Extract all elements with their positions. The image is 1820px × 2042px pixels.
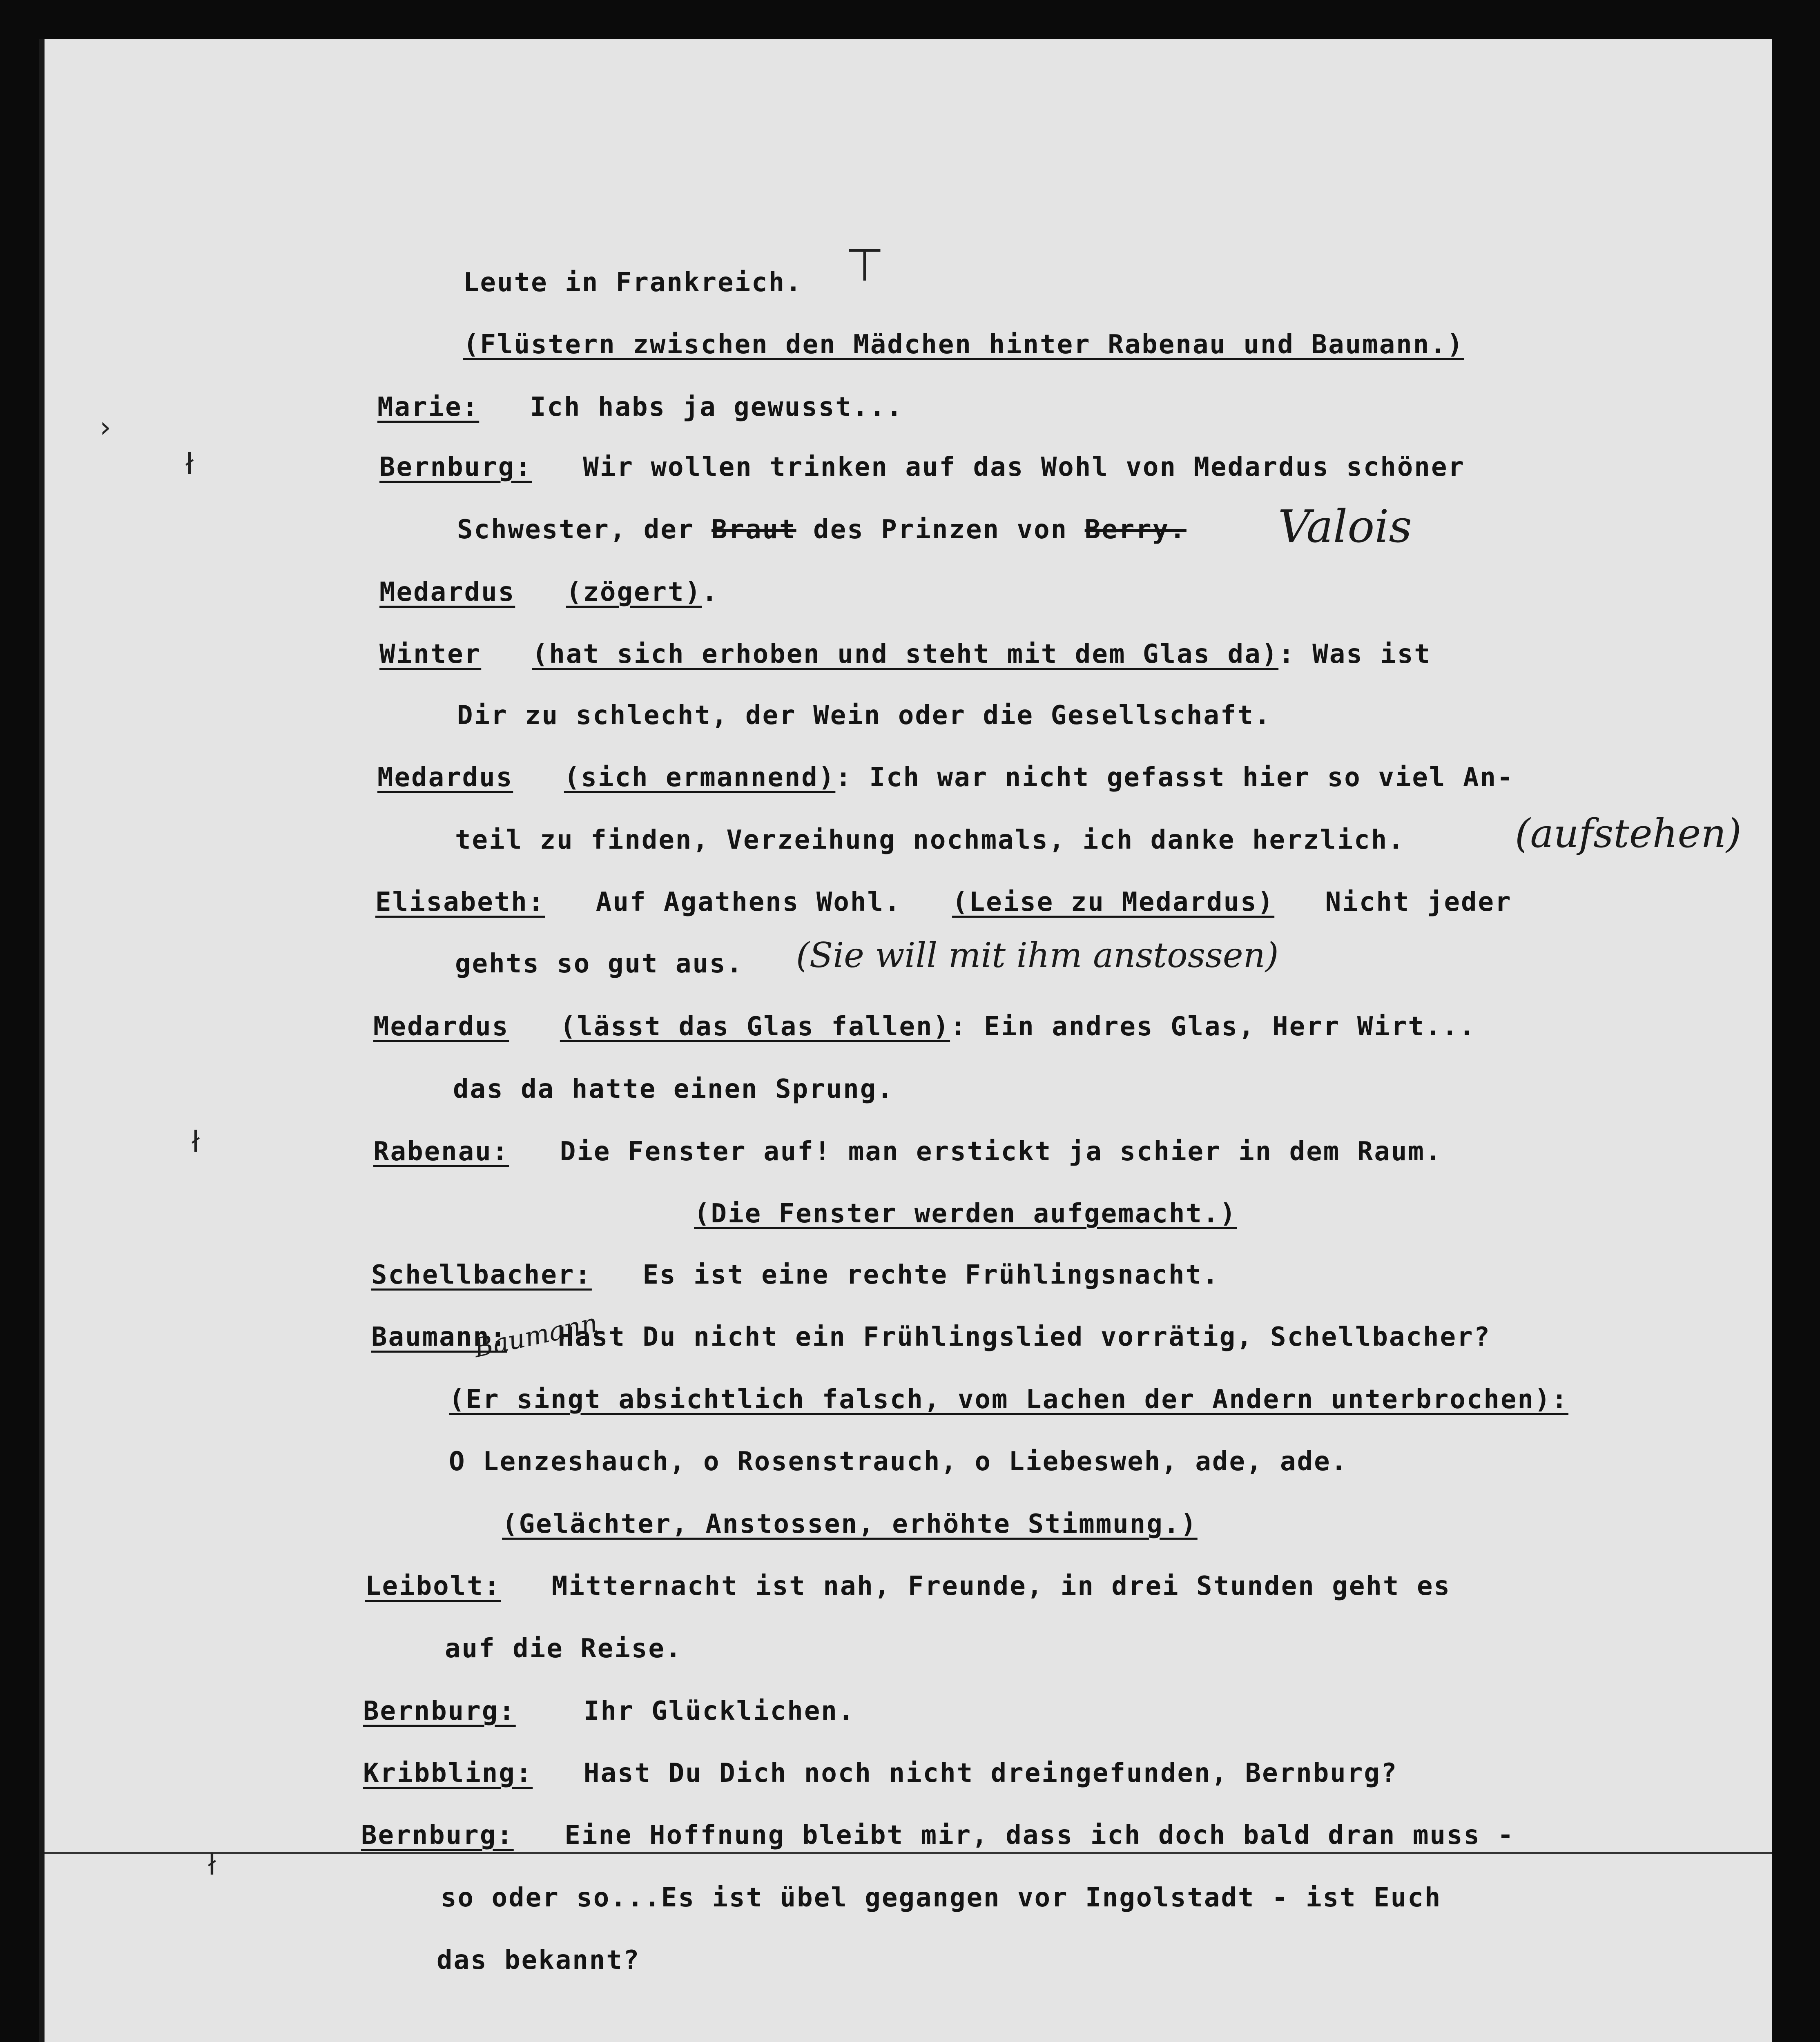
stage-direction: (Die Fenster werden aufgemacht.) (694, 1199, 1237, 1229)
line-23 (445, 1634, 682, 1664)
dialogue-text: Dir zu schlecht, der Wein oder die Gesellschaft. (457, 700, 1271, 731)
dialogue-text: teil zu finden, Verzeihung nochmals, ich danke herzlich. (455, 825, 1405, 855)
stage-direction: (zögert) (566, 577, 702, 607)
stage-direction: (lässt das Glas fallen) (560, 1012, 950, 1042)
dialogue-text: Nicht jeder (1325, 887, 1512, 917)
speaker-name: Rabenau: (373, 1137, 509, 1167)
speaker-name: Winter (379, 639, 482, 669)
film-scratch-line (45, 1852, 1772, 1854)
dialogue-text: O Lenzeshauch, o Rosenstrauch, o Liebesweh, ade, ade. (449, 1447, 1348, 1477)
dialogue-text: Auf Agathens Wohl. (596, 887, 901, 917)
line-4 (379, 452, 1465, 482)
dialogue-text: Ihr Glücklichen. (583, 1696, 855, 1726)
deleted-word: Berry. (1084, 515, 1187, 545)
dialogue-text: so oder so...Es ist übel gegangen vor Ingolstadt - ist Euch (441, 1883, 1442, 1913)
margin-mark: ł (208, 1848, 216, 1881)
speaker-name: Bernburg: (379, 452, 532, 482)
dialogue-text: auf die Reise. (445, 1634, 682, 1664)
speaker-name: Medardus (377, 762, 513, 793)
line-5 (457, 515, 1187, 545)
dialogue-text: Schwester, der (457, 515, 695, 545)
line-20 (449, 1447, 1348, 1477)
line-24 (363, 1696, 855, 1726)
stage-direction: (hat sich erhoben und steht mit dem Glas da) (532, 639, 1279, 669)
dialogue-text: Eine Hoffnung bleibt mir, dass ich doch bald dran muss - (564, 1820, 1515, 1850)
line-13 (373, 1012, 1476, 1042)
line-28 (437, 1945, 640, 1975)
dialogue-text: Ich habs ja gewusst... (530, 392, 903, 422)
line-14 (453, 1074, 894, 1104)
line-6 (379, 577, 719, 607)
speaker-name: Marie: (377, 392, 480, 422)
dialogue-text: : Ich war nicht gefasst hier so viel An- (835, 762, 1514, 793)
line-2 (463, 330, 1464, 360)
line-7 (379, 639, 1431, 669)
dialogue-text: das bekannt? (437, 1945, 640, 1975)
line-21 (502, 1509, 1198, 1539)
dialogue-text: . (702, 577, 719, 607)
dialogue-text: Die Fenster auf! man erstickt ja schier in dem Raum. (560, 1137, 1442, 1167)
speaker-name: Medardus (373, 1012, 509, 1042)
line-19 (449, 1384, 1568, 1415)
dialogue-text: Leute in Frankreich. (463, 268, 803, 298)
speaker-name: Bernburg: (361, 1820, 514, 1850)
dialogue-text: : Was ist (1278, 639, 1431, 669)
handwritten-aufstehen: (aufstehen) (1515, 811, 1742, 856)
line-15 (373, 1137, 1442, 1167)
stage-direction: (Gelächter, Anstossen, erhöhte Stimmung.) (502, 1509, 1198, 1539)
speaker-name: Bernburg: (363, 1696, 516, 1726)
handwritten-baumann: Baumann (471, 1308, 600, 1364)
margin-mark: › (100, 410, 111, 444)
line-16 (694, 1199, 1237, 1229)
handwritten-valois: Valois (1278, 500, 1412, 553)
handwritten-will-mit: (Sie will mit ihm anstossen) (796, 935, 1279, 975)
correction-mark: ⊤ (845, 239, 884, 291)
dialogue-text: das da hatte einen Sprung. (453, 1074, 894, 1104)
speaker-name: Kribbling: (363, 1758, 533, 1788)
line-26 (361, 1820, 1514, 1850)
stage-direction: (Flüstern zwischen den Mädchen hinter Rabenau und Baumann.) (463, 330, 1464, 360)
speaker-name: Elisabeth: (375, 887, 545, 917)
speaker-name: Schellbacher: (371, 1260, 592, 1290)
margin-mark: ł (192, 1125, 200, 1159)
line-17 (371, 1260, 1220, 1290)
margin-mark: ł (185, 447, 194, 481)
line-22 (365, 1571, 1451, 1601)
line-11 (375, 887, 1512, 917)
dialogue-text: Hast Du nicht ein Frühlingslied vorrätig, Schellbacher? (558, 1322, 1491, 1352)
deleted-word: Braut (711, 515, 796, 545)
dialogue-text: gehts so gut aus. (455, 949, 744, 979)
dialogue-text: des Prinzen von (813, 515, 1068, 545)
line-1 (463, 268, 803, 298)
line-3 (377, 392, 903, 422)
typescript-page (39, 39, 1772, 2042)
line-27 (441, 1883, 1441, 1913)
stage-direction: (Leise zu Medardus) (952, 887, 1275, 917)
dialogue-text: Wir wollen trinken auf das Wohl von Medardus schöner (583, 452, 1465, 482)
line-12 (455, 949, 743, 979)
line-8 (457, 700, 1271, 731)
stage-direction: (sich ermannend) (564, 762, 836, 793)
stage-direction: (Er singt absichtlich falsch, vom Lachen der Andern unterbrochen): (449, 1384, 1569, 1415)
dialogue-text: Es ist eine rechte Frühlingsnacht. (642, 1260, 1220, 1290)
speaker-name: Leibolt: (365, 1571, 501, 1601)
line-9 (377, 762, 1514, 793)
speaker-name: Medardus (379, 577, 515, 607)
dialogue-text: : Ein andres Glas, Herr Wirt... (950, 1012, 1476, 1042)
line-10 (455, 825, 1405, 855)
speaker-name: Baumann: (371, 1322, 507, 1352)
line-25 (363, 1758, 1398, 1788)
dialogue-text: Mitternacht ist nah, Freunde, in drei Stunden geht es (551, 1571, 1451, 1601)
dialogue-text: Hast Du Dich noch nicht dreingefunden, Bernburg? (583, 1758, 1398, 1788)
